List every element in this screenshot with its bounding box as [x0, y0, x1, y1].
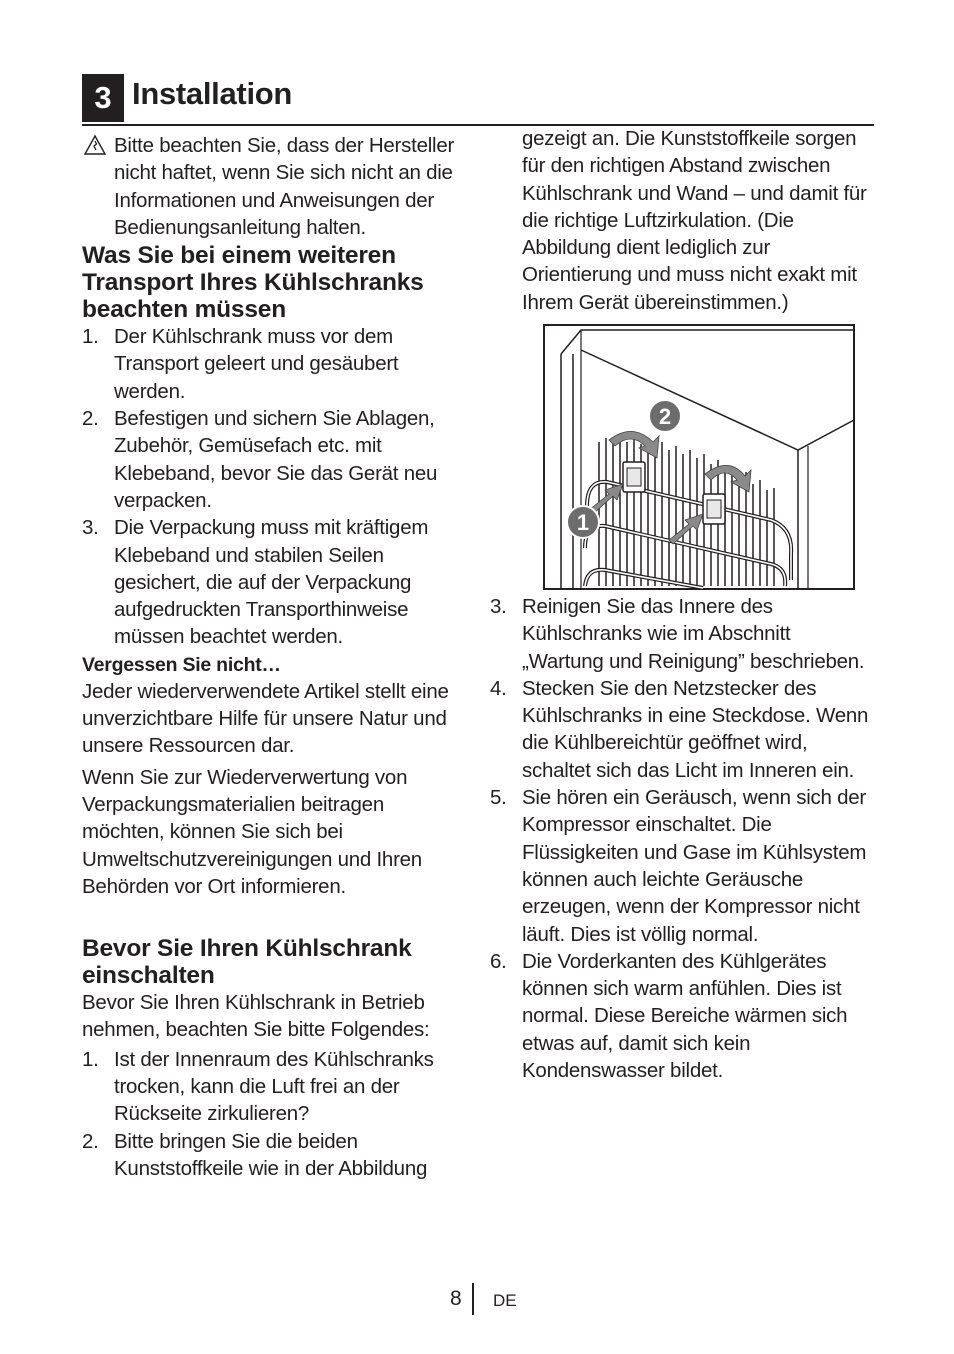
list-item — [490, 675, 874, 784]
badge-label: 2 — [658, 404, 672, 429]
list-text: Befestigen und sichern Sie Ablagen, Zubehör, Gemüsefach etc. mit Klebeband, bevor Sie das Gerät neu verpacken. — [114, 407, 438, 512]
transport-heading: Was Sie bei einem weiteren Transport Ihres Kühlschranks beachten müssen — [82, 242, 424, 324]
warning-text: Bitte beachten Sie, dass der Hersteller nicht haftet, wenn Sie sich nicht an die Informationen und Anweisungen der Bedienungsanleitung halten. — [114, 134, 455, 239]
list-item — [490, 593, 874, 675]
continuation-paragraph: gezeigt an. Die Kunststoffkeile sorgen für den richtigen Abstand zwischen Kühlschrank und Wand – und damit für die richtige Luftzirkulation. (Die Abbildung dient lediglich zur Orientierung und muss nicht exakt mit Ihrem Gerät übereinstimmen.) — [522, 127, 867, 314]
list-number: 1. — [82, 1047, 99, 1071]
plastic-spacer-icon — [703, 494, 725, 524]
remember-paragraph: Jeder wiederverwendete Artikel stellt eine unverzichtbare Hilfe für unsere Natur und unsere Ressourcen dar. — [82, 679, 449, 758]
list-number: 3. — [490, 595, 507, 618]
fridge-spacer-figure — [543, 324, 855, 590]
list-item — [82, 1128, 458, 1183]
warning-icon — [84, 135, 106, 155]
before-intro: Bevor Sie Ihren Kühlschrank in Betrieb nehmen, beachten Sie bitte Folgendes: — [82, 991, 430, 1042]
left-column — [82, 132, 458, 1182]
chapter-header — [82, 74, 874, 126]
list-item — [82, 405, 458, 514]
list-text: Ist der Innenraum des Kühlschranks trocken, kann die Luft frei an der Rückseite zirkulieren? — [114, 1047, 434, 1126]
list-text: Reinigen Sie das Innere des Kühlschranks wie im Abschnitt „Wartung und Reinigung” beschrieben. — [522, 595, 865, 673]
list-item — [82, 514, 458, 650]
list-number: 1. — [82, 325, 99, 349]
list-number: 5. — [490, 786, 507, 810]
list-number: 2. — [82, 1129, 99, 1153]
list-item — [82, 323, 458, 405]
list-text: Bitte bringen Sie die beiden Kunststoffkeile wie in der Abbildung — [114, 1129, 428, 1180]
step-badge-1 — [567, 506, 599, 538]
badge-label: 1 — [576, 510, 590, 535]
list-text: Stecken Sie den Netzstecker des Kühlschranks in eine Steckdose. Wenn die Kühlbereichtür geöffnet wird, schaltet sich das Licht im Inneren ein. — [522, 676, 869, 782]
before-list — [82, 1046, 458, 1182]
chapter-title: Installation — [132, 76, 293, 111]
right-column — [490, 125, 874, 316]
plastic-spacer-icon — [623, 462, 645, 492]
before-heading: Bevor Sie Ihren Kühlschrank einschalten — [82, 935, 412, 990]
remember-heading: Vergessen Sie nicht… — [82, 653, 281, 676]
list-number: 2. — [82, 407, 99, 431]
right-list — [490, 593, 874, 1084]
list-item — [490, 948, 874, 1084]
recycling-paragraph: Wenn Sie zur Wiederverwertung von Verpackungsmaterialien beitragen möchten, können Sie sich bei Umweltschutzvereinigungen und Ihren Behörden vor Ort informieren. — [82, 765, 422, 898]
chapter-number: 3 — [82, 74, 124, 122]
list-text: Sie hören ein Geräusch, wenn sich der Kompressor einschaltet. Die Flüssigkeiten und Gase im Kühlsystem können auch leichte Geräusche erzeugen, wenn der Kompressor nicht läuft. Dies ist völlig normal. — [522, 786, 867, 946]
list-number: 3. — [82, 516, 99, 540]
footer-divider — [472, 1283, 474, 1315]
list-item — [490, 784, 874, 948]
list-text: Die Verpackung muss mit kräftigem Klebeband und stabilen Seilen gesichert, die auf der Verpackung aufgedruckten Transporthinweise müssen beachtet werden. — [114, 516, 429, 649]
warning-note — [82, 132, 458, 241]
list-text: Der Kühlschrank muss vor dem Transport geleert und gesäubert werden. — [114, 325, 399, 403]
transport-list — [82, 323, 458, 651]
list-number: 4. — [490, 676, 507, 700]
list-text: Die Vorderkanten des Kühlgerätes können sich warm anfühlen. Dies ist normal. Diese Bereiche wärmen sich etwas auf, damit sich kein Kondenswasser bildet. — [522, 949, 848, 1083]
language-code: DE — [493, 1291, 517, 1310]
list-item — [82, 1046, 458, 1128]
list-number: 6. — [490, 949, 507, 973]
page-number: 8 — [450, 1287, 462, 1310]
step-badge-2 — [649, 400, 681, 432]
